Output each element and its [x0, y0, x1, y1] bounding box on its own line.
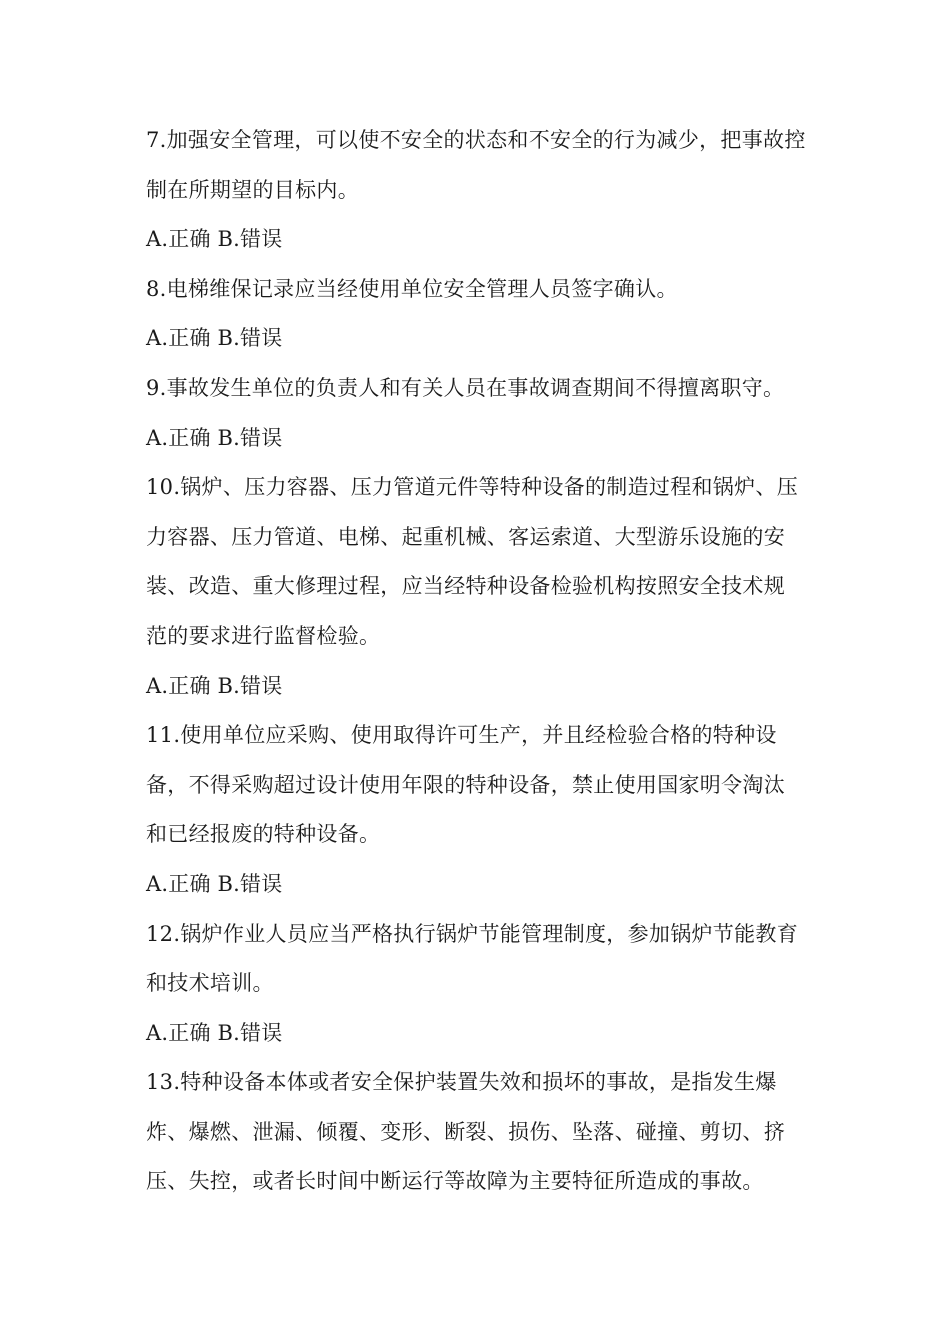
- question-text-line: 10.锅炉、压力容器、压力管道元件等特种设备的制造过程和锅炉、压: [146, 475, 798, 500]
- question-text-line: 压、失控，或者长时间中断运行等故障为主要特征所造成的事故。: [146, 1169, 764, 1194]
- answer-options: A.正确 B.错误: [146, 871, 283, 896]
- answer-options: A.正确 B.错误: [146, 227, 283, 252]
- question-8: [146, 265, 816, 364]
- question-text-line: 备，不得采购超过设计使用年限的特种设备，禁止使用国家明令淘汰: [146, 772, 785, 797]
- question-list: [146, 116, 816, 1207]
- question-text-line: 和已经报废的特种设备。: [146, 822, 381, 847]
- question-7: [146, 116, 816, 265]
- question-text-line: 制在所期望的目标内。: [146, 177, 359, 202]
- question-text-line: 装、改造、重大修理过程，应当经特种设备检验机构按照安全技术规: [146, 574, 785, 599]
- question-text-line: 范的要求进行监督检验。: [146, 623, 381, 648]
- question-text-line: 8.电梯维保记录应当经使用单位安全管理人员签字确认。: [146, 276, 678, 301]
- answer-options: A.正确 B.错误: [146, 425, 283, 450]
- question-text-line: 炸、爆燃、泄漏、倾覆、变形、断裂、损伤、坠落、碰撞、剪切、挤: [146, 1119, 785, 1144]
- question-12: [146, 910, 816, 1059]
- answer-options: A.正确 B.错误: [146, 1020, 283, 1045]
- question-text-line: 9.事故发生单位的负责人和有关人员在事故调查期间不得擅离职守。: [146, 375, 785, 400]
- question-text-line: 11.使用单位应采购、使用取得许可生产，并且经检验合格的特种设: [146, 723, 777, 748]
- question-9: [146, 364, 816, 463]
- question-text-line: 和技术培训。: [146, 971, 274, 996]
- question-11: [146, 711, 816, 909]
- question-10: [146, 463, 816, 711]
- answer-options: A.正确 B.错误: [146, 673, 283, 698]
- question-text-line: 7.加强安全管理，可以使不安全的状态和不安全的行为减少，把事故控: [146, 128, 806, 152]
- question-text-line: 力容器、压力管道、电梯、起重机械、客运索道、大型游乐设施的安: [146, 524, 785, 549]
- question-text-line: 13.特种设备本体或者安全保护装置失效和损坏的事故，是指发生爆: [146, 1070, 777, 1095]
- question-text-line: 12.锅炉作业人员应当严格执行锅炉节能管理制度，参加锅炉节能教育: [146, 921, 798, 946]
- question-13: [146, 1058, 816, 1207]
- answer-options: A.正确 B.错误: [146, 326, 283, 351]
